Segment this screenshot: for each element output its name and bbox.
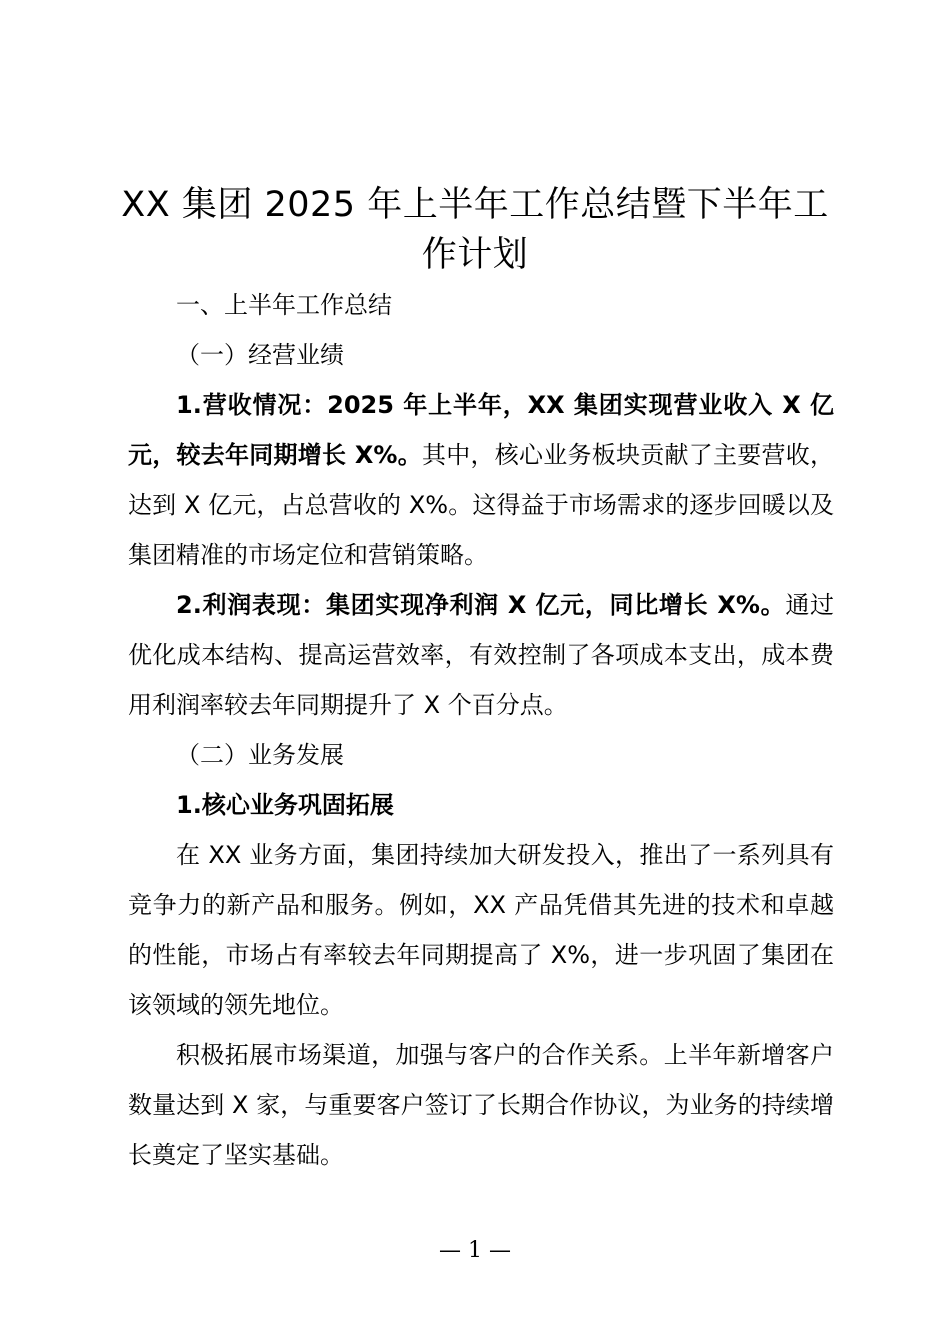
profit-lead: 2.利润表现：集团实现净利润 X 亿元，同比增长 X%。: [176, 591, 786, 619]
paragraph-profit: [128, 580, 834, 730]
section-heading: 一、上半年工作总结: [176, 291, 392, 319]
subsection-heading-business-development: （二）业务发展: [176, 741, 344, 769]
page-number: — 1 —: [439, 1238, 511, 1263]
title-line-1: XX 集团 2025 年上半年工作总结暨下半年工: [121, 185, 829, 225]
title-line-2: 作计划: [421, 235, 529, 275]
document-title: [120, 180, 830, 280]
paragraph-market-channels: 积极拓展市场渠道，加强与客户的合作关系。上半年新增客户数量达到 X 家，与重要客户签订了长期合作协议，为业务的持续增长奠定了坚实基础。: [128, 1041, 834, 1169]
revenue-lead: 1.营收情况：2025 年上半年，XX 集团实现营业收入 X 亿元，较去年同期增长 X%。: [128, 391, 834, 469]
document-body: [128, 280, 834, 1180]
paragraph-core-business: 在 XX 业务方面，集团持续加大研发投入，推出了一系列具有竞争力的新产品和服务。例如，XX 产品凭借其先进的技术和卓越的性能，市场占有率较去年同期提高了 X%，进一步巩固了集团在该领域的领先地位。: [128, 841, 834, 1019]
paragraph-revenue: [128, 380, 834, 580]
profit-text: 通过优化成本结构、提高运营效率，有效控制了各项成本支出，成本费用利润率较去年同期提升了 X 个百分点。: [128, 591, 835, 719]
revenue-text: 其中，核心业务板块贡献了主要营收，达到 X 亿元，占总营收的 X%。这得益于市场需求的逐步回暖以及集团精准的市场定位和营销策略。: [128, 441, 835, 569]
subsection-heading-business-performance: （一）经营业绩: [176, 341, 344, 369]
core-business-heading: 1.核心业务巩固拓展: [176, 791, 394, 819]
